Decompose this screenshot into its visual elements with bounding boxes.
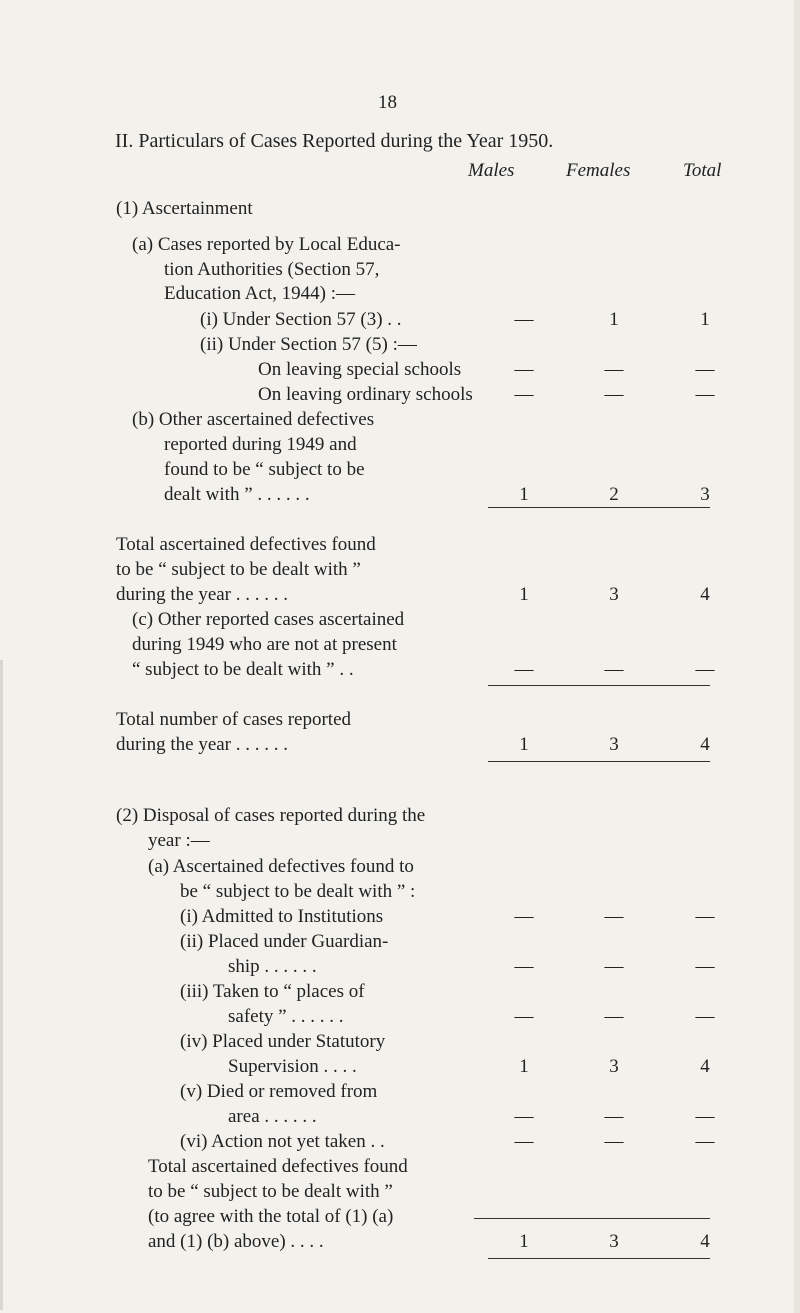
males-safety: —	[514, 1006, 534, 1027]
binding-shadow	[0, 660, 3, 1310]
disposal-a-line1: (a) Ascertained defectives found to	[148, 856, 414, 877]
ascertainment-heading: (1) Ascertainment	[116, 198, 253, 219]
females-total-found: 3	[609, 584, 619, 605]
females-died-removed: —	[604, 1106, 624, 1127]
header-females: Females	[566, 160, 631, 181]
females-disposal-total: 3	[609, 1231, 619, 1252]
total-died-removed: —	[695, 1106, 715, 1127]
disposal-v-line1: (v) Died or removed from	[180, 1081, 378, 1102]
total-supervision: 4	[700, 1056, 710, 1077]
row-label-ii-57-5: (ii) Under Section 57 (5) :—	[200, 334, 417, 355]
males-supervision: 1	[519, 1056, 529, 1077]
row-label-special-schools: On leaving special schools	[258, 359, 462, 380]
row-label-disposal-total: and (1) (b) above) . . . .	[148, 1231, 324, 1252]
females-institutions: —	[604, 906, 624, 927]
females-safety: —	[604, 1006, 624, 1027]
row-label-c-dealt-with: “ subject to be dealt with ” . .	[132, 659, 354, 680]
males-total-found: 1	[519, 584, 529, 605]
rule-1	[488, 507, 710, 508]
females-total-reported: 3	[609, 734, 619, 755]
row-label-died-removed: area . . . . . .	[228, 1106, 317, 1127]
females-b: 2	[609, 484, 619, 505]
page-number: 18	[378, 92, 397, 113]
disposal-total-line1: Total ascertained defectives found	[148, 1156, 408, 1177]
males-b: 1	[519, 484, 529, 505]
females-action-not-taken: —	[604, 1131, 624, 1152]
total-special: —	[695, 359, 715, 380]
ascertainment-c-line1: (c) Other reported cases ascertained	[132, 609, 405, 630]
row-label-i-57-3: (i) Under Section 57 (3) . .	[200, 309, 402, 330]
total-safety: —	[695, 1006, 715, 1027]
males-ordinary: —	[514, 384, 534, 405]
males-special: —	[514, 359, 534, 380]
header-males: Males	[468, 160, 515, 181]
row-label-total-reported: during the year . . . . . .	[116, 734, 289, 755]
females-special: —	[604, 359, 624, 380]
rule-2	[488, 685, 710, 686]
females-guardianship: —	[604, 956, 624, 977]
total-b: 3	[700, 484, 710, 505]
row-label-ordinary-schools: On leaving ordinary schools	[258, 384, 473, 405]
males-guardianship: —	[514, 956, 534, 977]
males-c: —	[514, 659, 534, 680]
males-died-removed: —	[514, 1106, 534, 1127]
ascertainment-a-line2: tion Authorities (Section 57,	[164, 259, 380, 280]
rule-4	[474, 1218, 710, 1219]
total-ordinary: —	[695, 384, 715, 405]
rule-5	[488, 1258, 710, 1259]
row-label-guardianship: ship . . . . . .	[228, 956, 317, 977]
disposal-total-line2: to be “ subject to be dealt with ”	[148, 1181, 393, 1202]
row-label-safety: safety ” . . . . . .	[228, 1006, 344, 1027]
total-action-not-taken: —	[695, 1131, 715, 1152]
row-label-total-found: during the year . . . . . .	[116, 584, 289, 605]
males-disposal-total: 1	[519, 1231, 529, 1252]
total-i-57-3: 1	[700, 309, 710, 330]
header-total: Total	[683, 160, 722, 181]
total-total-found: 4	[700, 584, 710, 605]
total-guardianship: —	[695, 956, 715, 977]
males-total-reported: 1	[519, 734, 529, 755]
ascertainment-b-line1: (b) Other ascertained defectives	[132, 409, 375, 430]
total-disposal-total: 4	[700, 1231, 710, 1252]
total-total-reported: 4	[700, 734, 710, 755]
total-c: —	[695, 659, 715, 680]
ascertainment-b-line2: reported during 1949 and	[164, 434, 357, 455]
row-label-supervision: Supervision . . . .	[228, 1056, 357, 1077]
males-action-not-taken: —	[514, 1131, 534, 1152]
ascertainment-b-line3: found to be “ subject to be	[164, 459, 365, 480]
ascertainment-a-line1: (a) Cases reported by Local Educa-	[132, 234, 401, 255]
total-institutions: —	[695, 906, 715, 927]
disposal-a-line2: be “ subject to be dealt with ” :	[180, 881, 416, 902]
row-label-b-dealt-with: dealt with ” . . . . . .	[164, 484, 310, 505]
ascertainment-a-line3: Education Act, 1944) :—	[164, 283, 356, 304]
total-found-line2: to be “ subject to be dealt with ”	[116, 559, 361, 580]
females-i-57-3: 1	[609, 309, 619, 330]
row-label-institutions: (i) Admitted to Institutions	[180, 906, 384, 927]
disposal-iv-line1: (iv) Placed under Statutory	[180, 1031, 386, 1052]
females-supervision: 3	[609, 1056, 619, 1077]
total-reported-line1: Total number of cases reported	[116, 709, 352, 730]
females-ordinary: —	[604, 384, 624, 405]
section-title	[115, 130, 553, 152]
females-c: —	[604, 659, 624, 680]
disposal-iii-line1: (iii) Taken to “ places of	[180, 981, 365, 1002]
rule-3	[488, 761, 710, 762]
page-edge-shadow	[794, 0, 800, 1313]
males-i-57-3: —	[514, 309, 534, 330]
row-label-action-not-taken: (vi) Action not yet taken . .	[180, 1131, 385, 1152]
ascertainment-c-line2: during 1949 who are not at present	[132, 634, 397, 655]
disposal-heading-line2: year :—	[148, 830, 210, 851]
disposal-ii-line1: (ii) Placed under Guardian-	[180, 931, 389, 952]
section-title-text: II. Particulars of Cases Reported during the Year 1950.	[115, 130, 554, 152]
disposal-total-line3: (to agree with the total of (1) (a)	[148, 1206, 394, 1227]
disposal-heading: (2) Disposal of cases reported during the	[116, 805, 426, 826]
total-found-line1: Total ascertained defectives found	[116, 534, 376, 555]
males-institutions: —	[514, 906, 534, 927]
